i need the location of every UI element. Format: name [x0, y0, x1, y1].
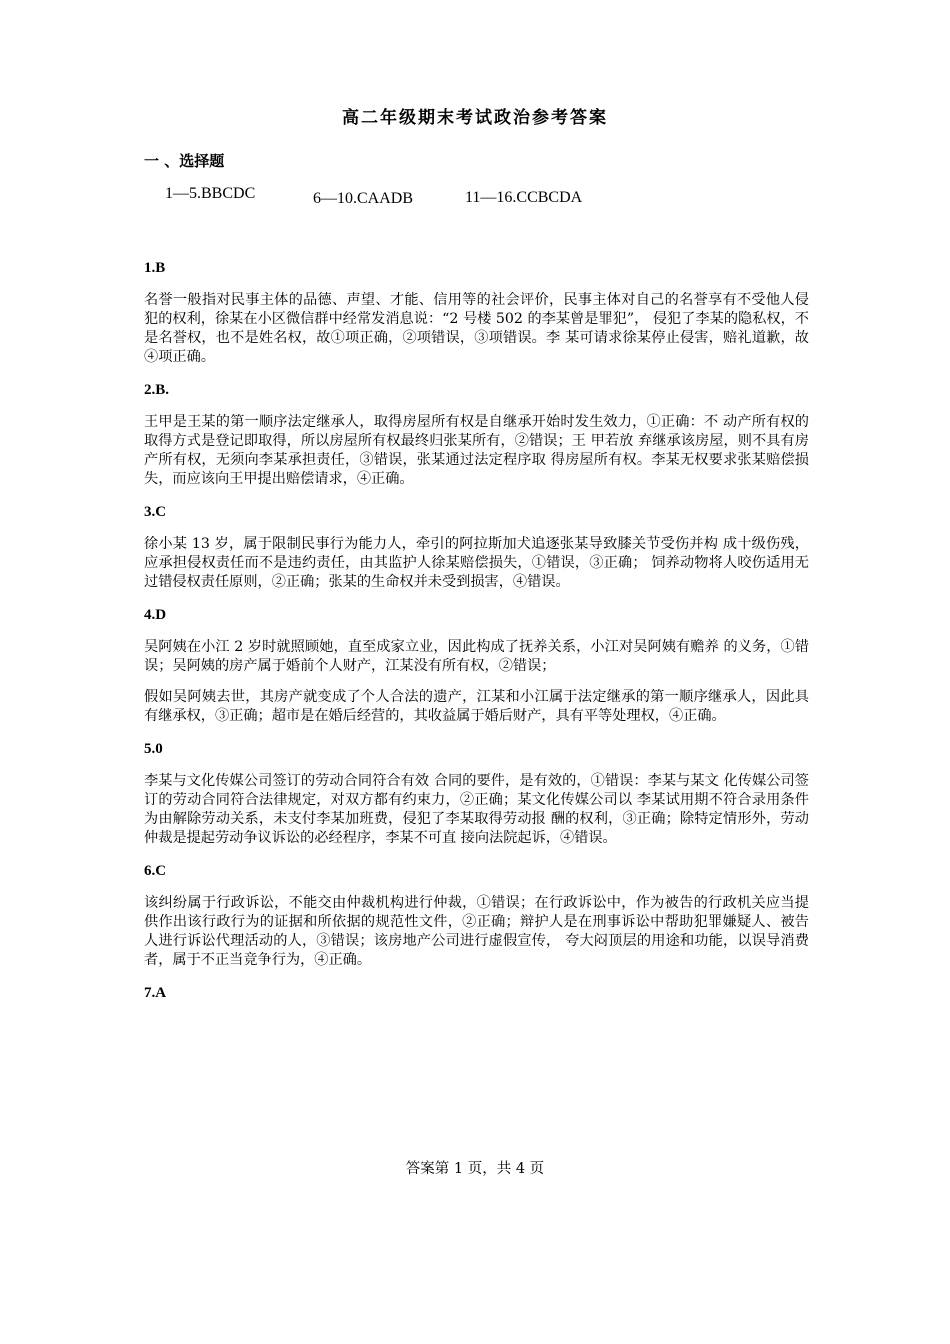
question-label-3: 3.C — [144, 504, 167, 520]
question-label-2: 2.B. — [144, 382, 170, 398]
question-label-6: 6.C — [144, 863, 167, 879]
question-explanation-1: 名誉一般指对民事主体的品德、声望、才能、信用等的社会评价，民事主体对自己的名誉享有不受他人侵犯的权利，徐某在小区微信群中经常发消息说：“2 号楼 502 的李某曾是罪犯”， 侵犯了李某的隐私权，不是名誉权，也不是姓名权，故①项正确，②项错误，③项错误。李 某可请求徐某停止侵害，赔礼道歉，故④项正确。 — [144, 292, 809, 365]
explanations — [144, 258, 809, 1003]
answer-group-1-5: 1—5.BBCDC — [165, 185, 256, 202]
question-label-1: 1.B — [144, 260, 166, 276]
question-explanation-2: 王甲是王某的第一顺序法定继承人，取得房屋所有权是自继承开始时发生效力，①正确：不 动产所有权的取得方式是登记即取得，所以房屋所有权最终归张某所有，②错误；王 甲若放 弃继承该房屋，则不具有房产所有权，无须向李某承担责任，③错误，张某通过法定程序取 得房屋所有权。李某无权要求张某赔偿损失，而应该向王甲提出赔偿请求，④正确。 — [144, 414, 809, 487]
question-explanation-6: 该纠纷属于行政诉讼，不能交由仲裁机构进行仲裁，①错误；在行政诉讼中，作为被告的行政机关应当提供作出该行政行为的证据和所依据的规范性文件，②正确；辩护人是在刑事诉讼中帮助犯罪嫌疑人、被告人进行诉讼代理活动的人，③错误；该房地产公司进行虚假宣传， 夸大闷顶层的用途和功能，以误导消费者，属于不正当竞争行为，④正确。 — [144, 895, 809, 968]
question-explanation-5: 李某与文化传媒公司签订的劳动合同符合有效 合同的要件，是有效的，①错误：李某与某文 化传媒公司签订的劳动合同符合法律规定，对双方都有约束力，②正确；某文化传媒公司以 李某试用期不符合录用条件为由解除劳动关系，未支付李某加班费，侵犯了李某取得劳动报 酬的权利，③正确；除特定情形外，劳动仲裁是提起劳动争议诉讼的必经程序，李某不可直 接向法院起诉，④错误。 — [144, 773, 809, 846]
answer-group-11-16: 11—16.CCBCDA — [465, 189, 583, 206]
section-heading: 一 、选择题 — [144, 152, 225, 170]
page-footer: 答案第 1 页，共 4 页 — [405, 1161, 545, 1177]
question-explanation-3: 徐小某 13 岁，属于限制民事行为能力人，牵引的阿拉斯加犬追逐张某导致膝关节受伤并构 成十级伤残，应承担侵权责任而不是违约责任，由其监护人徐某赔偿损失，①错误，③正确； 饲养动物将人咬伤适用无过错侵权责任原则，②正确；张某的生命权并未受到损害，④错误。 — [144, 536, 809, 590]
question-explanation-4a: 吴阿姨在小江 2 岁时就照顾她，直至成家立业，因此构成了抚养关系，小江对吴阿姨有赡养 的义务，①错误；吴阿姨的房产属于婚前个人财产，江某没有所有权，②错误； — [144, 639, 809, 674]
answer-group-6-10: 6—10.CAADB — [313, 190, 414, 207]
question-label-5: 5.0 — [144, 741, 163, 757]
question-explanation-4b: 假如吴阿姨去世，其房产就变成了个人合法的遗产，江某和小江属于法定继承的第一顺序继承人，因此具有继承权，③正确；超市是在婚后经营的，其收益属于婚后财产，具有平等处理权，④正确。 — [144, 689, 809, 724]
question-label-4: 4.D — [144, 607, 167, 623]
page-title: 高二年级期末考试政治参考答案 — [342, 108, 608, 128]
question-label-7: 7.A — [144, 985, 167, 1001]
